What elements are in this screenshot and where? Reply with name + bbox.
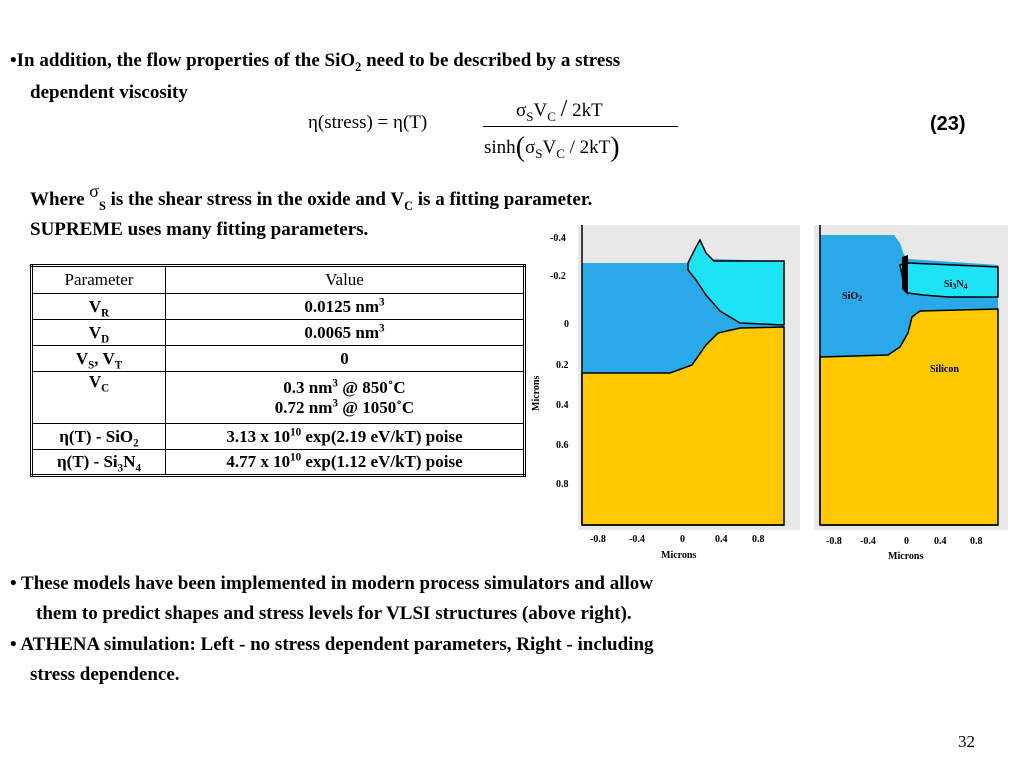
table-row	[32, 294, 525, 320]
table-header-parameter: Parameter	[32, 266, 166, 294]
bullet-2-line-1: • ATHENA simulation: Left - no stress dependent parameters, Right - including	[10, 634, 654, 655]
bullet-1-line-2: them to predict shapes and stress levels for VLSI structures (above right).	[36, 603, 632, 624]
fraction-bar	[483, 126, 678, 127]
left-y-tick: -0.4	[550, 233, 566, 244]
where-text-tail: is a fitting parameter.	[413, 189, 593, 210]
intro-subscript: 2	[355, 59, 362, 74]
left-y-tick: 0.2	[556, 360, 569, 371]
right-x-tick: -0.8	[826, 536, 842, 547]
table-header-value: Value	[166, 266, 525, 294]
value-cell: 0.0065 $nm^3$	[166, 320, 525, 346]
sigma-subscript: S	[98, 198, 106, 213]
table-header-row	[32, 266, 525, 294]
vc-subscript: C	[404, 198, 414, 213]
left-y-tick: 0.4	[556, 400, 569, 411]
simulation-right	[808, 225, 1008, 565]
where-line-2: SUPREME uses many fitting parameters.	[30, 219, 369, 240]
table-row	[32, 346, 525, 372]
intro-text-tail: need to be described by a stress	[361, 50, 621, 71]
right-x-tick: 0.8	[970, 536, 983, 547]
equation-number: (23)	[930, 113, 966, 135]
left-x-tick: -0.8	[590, 534, 606, 545]
left-x-tick: 0.8	[752, 534, 765, 545]
right-x-label: Microns	[888, 551, 924, 562]
sigma-symbol: σ	[89, 181, 99, 201]
intro-line-1	[10, 46, 620, 76]
param-cell: η(T) - SiO$_2$	[32, 424, 166, 450]
left-x-tick: 0	[680, 534, 685, 545]
left-y-tick: 0.6	[556, 440, 569, 451]
value-cell: 0	[166, 346, 525, 372]
intro-text: •In addition, the flow properties of the SiO	[10, 50, 356, 71]
where-line-1	[30, 181, 593, 215]
right-x-tick: -0.4	[860, 536, 876, 547]
left-y-tick: -0.2	[550, 271, 566, 282]
left-y-tick: 0.8	[556, 479, 569, 490]
left-x-tick: -0.4	[629, 534, 645, 545]
left-x-label: Microns	[661, 550, 697, 561]
left-y-tick: 0	[564, 319, 569, 330]
value-cell: 0.0125 $nm^3$	[166, 294, 525, 320]
value-cell: 0.3 $nm^3$ @ 850˚C 0.72 $nm^3$ @ 1050˚C	[166, 372, 525, 424]
intro-line-2: dependent viscosity	[30, 82, 188, 103]
param-cell: $V_D$	[32, 320, 166, 346]
left-y-label: Microns	[531, 375, 542, 411]
equation-numerator: $\sigma_SV_C / 2kT$	[516, 96, 603, 124]
param-cell: $V_S$, $V_T$	[32, 346, 166, 372]
parameter-table	[30, 264, 526, 477]
right-label-silicon: Silicon	[930, 364, 959, 375]
right-x-tick: 0.4	[934, 536, 947, 547]
where-text: Where	[30, 189, 85, 210]
equation-denominator: $\sinh(\sigma_SV_C / 2kT)$	[484, 132, 620, 163]
right-bird-beak	[902, 255, 908, 295]
param-cell: $V_C$	[32, 372, 166, 424]
value-cell: 4.77 x $10^{10}$ exp(1.12 eV/kT) poise	[166, 450, 525, 476]
simulation-left	[520, 225, 800, 565]
bullet-2-line-2: stress dependence.	[30, 664, 180, 685]
right-label-si3n4: $Si_3N_4$	[944, 279, 968, 291]
bullet-1-line-1: • These models have been implemented in modern process simulators and allow	[10, 573, 653, 594]
table-row	[32, 450, 525, 476]
param-cell: $\eta(T) - Si_3N_4$	[32, 450, 166, 476]
page-number: 32	[958, 732, 975, 751]
table-row	[32, 372, 525, 424]
equation-lhs: η(stress) = η(T)	[308, 112, 428, 133]
left-x-tick: 0.4	[715, 534, 728, 545]
table-row	[32, 320, 525, 346]
where-text-middle: is the shear stress in the oxide and V	[105, 189, 405, 210]
value-cell: 3.13 x $10^{10}$ exp(2.19 eV/kT) poise	[166, 424, 525, 450]
right-x-tick: 0	[904, 536, 909, 547]
param-cell: $V_R$	[32, 294, 166, 320]
table-row	[32, 424, 525, 450]
right-label-sio2: SiO$_2$	[842, 291, 863, 303]
